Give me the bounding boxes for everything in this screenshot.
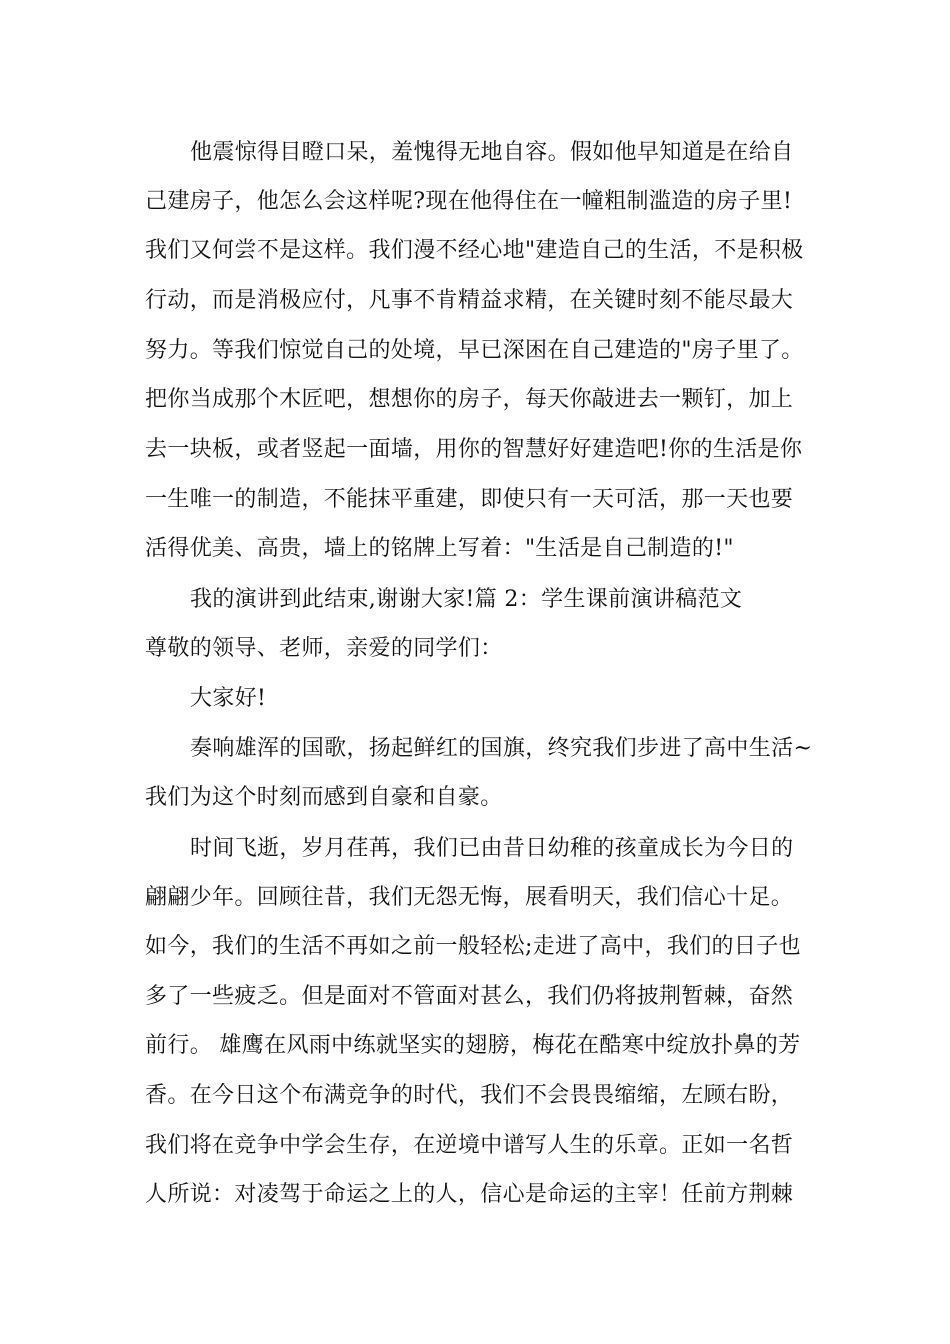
paragraph-line: 行动，而是消极应付，凡事不肯精益求精，在关键时刻不能尽最大 [145, 288, 794, 313]
paragraph-line: 去一块板，或者竖起一面墙，用你的智慧好好建造吧!你的生活是你 [145, 437, 803, 462]
greeting-line: 大家好! [190, 686, 267, 711]
paragraph-line: 前行。 雄鹰在风雨中练就坚实的翅膀，梅花在酷寒中绽放扑鼻的芳 [145, 1033, 801, 1058]
paragraph-line: 我们为这个时刻而感到自豪和自豪。 [145, 785, 503, 810]
paragraph-line: 他震惊得目瞪口呆，羞愧得无地自容。假如他早知道是在给自 [190, 140, 794, 165]
paragraph-line: 把你当成那个木匠吧，想想你的房子，每天你敲进去一颗钉，加上 [145, 387, 794, 412]
paragraph-line: 多了一些疲乏。但是面对不管面对甚么，我们仍将披荆暂棘，奋然 [145, 984, 794, 1009]
paragraph-line: 时间飞逝，岁月荏苒，我们已由昔日幼稚的孩童成长为今日的 [190, 836, 794, 861]
paragraph-line: 活得优美、高贵，墙上的铭牌上写着："生活是自己制造的!" [145, 536, 734, 561]
section-heading-line: 我的演讲到此结束,谢谢大家!篇 2：学生课前演讲稿范文 [190, 587, 743, 612]
salutation-line: 尊敬的领导、老师，亲爱的同学们： [145, 636, 503, 661]
paragraph-line: 奏响雄浑的国歌，扬起鲜红的国旗，终究我们步进了高中生活~ [190, 736, 813, 761]
paragraph-line: 如今，我们的生活不再如之前一般轻松;走进了高中，我们的日子也 [145, 934, 801, 959]
paragraph-line: 己建房子，他怎么会这样呢?现在他得住在一幢粗制滥造的房子里! [145, 189, 793, 214]
paragraph-line: 一生唯一的制造，不能抹平重建，即使只有一天可活，那一天也要 [145, 487, 794, 512]
paragraph-line: 我们又何尝不是这样。我们漫不经心地"建造自己的生活，不是积极 [145, 238, 804, 263]
paragraph-line: 翩翩少年。回顾往昔，我们无怨无悔，展看明天，我们信心十足。 [145, 885, 794, 910]
paragraph-line: 努力。等我们惊觉自己的处境，早已深困在自己建造的"房子里了。 [145, 338, 804, 363]
paragraph-line: 我们将在竞争中学会生存，在逆境中谱写人生的乐章。正如一名哲 [145, 1133, 794, 1158]
paragraph-line: 人所说：对凌驾于命运之上的人，信心是命运的主宰！任前方荆棘 [145, 1182, 794, 1207]
paragraph-line: 香。在今日这个布满竞争的时代，我们不会畏畏缩缩，左顾右盼， [145, 1083, 794, 1108]
